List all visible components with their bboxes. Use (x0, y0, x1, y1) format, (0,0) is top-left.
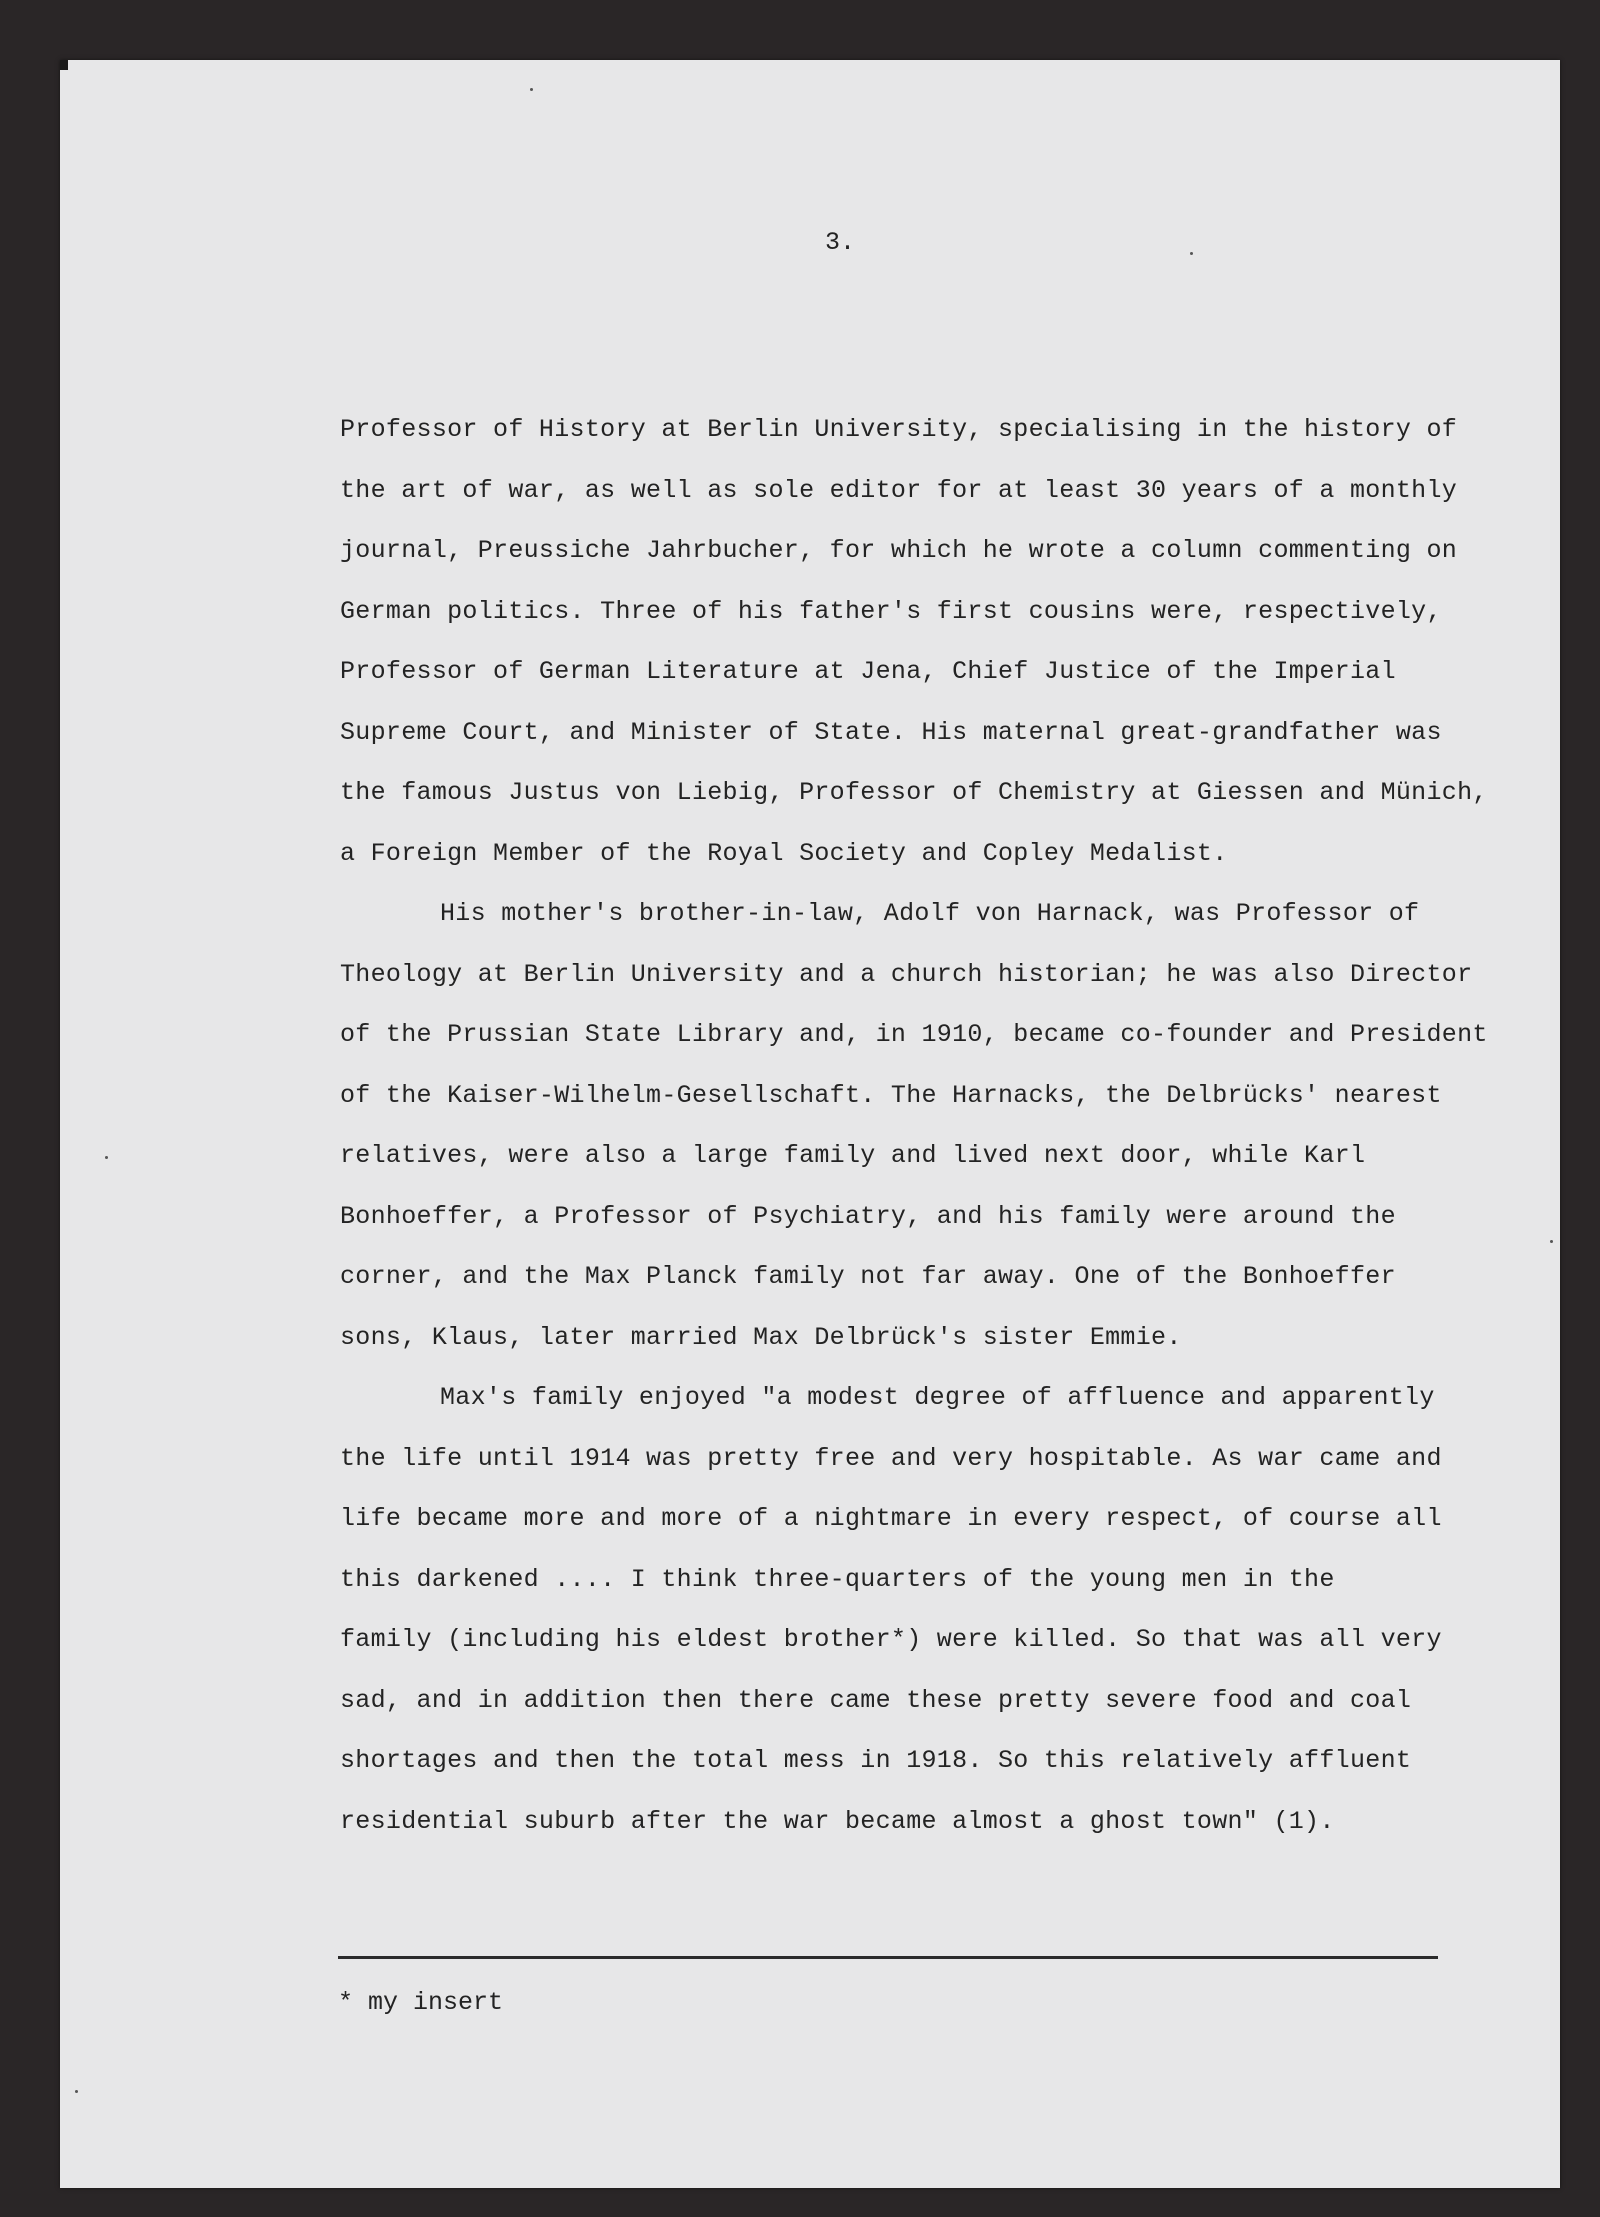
text-line: shortages and then the total mess in 1918. So this relatively affluent (340, 1746, 1412, 1775)
text-line: residential suburb after the war became almost a ghost town" (1). (340, 1806, 1335, 1836)
text-line: the famous Justus von Liebig, Professor of Chemistry at Giessen and Münich, (340, 778, 1488, 807)
text-line: of the Prussian State Library and, in 1910, became co-founder and President (340, 1020, 1488, 1049)
document-page (60, 60, 1560, 2188)
text-line: a Foreign Member of the Royal Society and Copley Medalist. (340, 838, 1228, 868)
text-line: sad, and in addition then there came these pretty severe food and coal (340, 1685, 1412, 1715)
text-line: relatives, were also a large family and lived next door, while Karl (340, 1141, 1366, 1170)
text-line: the life until 1914 was pretty free and very hospitable. As war came and (340, 1443, 1442, 1473)
text-line: Professor of History at Berlin University, specialising in the history of (340, 415, 1458, 444)
text-line: the art of war, as well as sole editor for at least 30 years of a monthly (340, 475, 1458, 505)
text-line: life became more and more of a nightmare in every respect, of course all (340, 1504, 1442, 1533)
paper-speck (1190, 252, 1193, 255)
text-line: sons, Klaus, later married Max Delbrück's sister Emmie. (340, 1322, 1182, 1352)
footnote-divider (338, 1956, 1438, 1959)
paper-speck (1550, 1240, 1553, 1243)
paragraph-start-line: Max's family enjoyed "a modest degree of affluence and apparently (440, 1383, 1435, 1412)
text-line: German politics. Three of his father's first cousins were, respectively, (340, 596, 1442, 626)
paper-speck (75, 2090, 78, 2093)
paper-speck (105, 1156, 108, 1159)
text-line: this darkened .... I think three-quarters of the young men in the (340, 1564, 1335, 1594)
body-text (340, 400, 1488, 1852)
text-line: corner, and the Max Planck family not far away. One of the Bonhoeffer (340, 1262, 1396, 1291)
text-line: Professor of German Literature at Jena, Chief Justice of the Imperial (340, 657, 1396, 686)
page-number: 3. (824, 228, 855, 257)
text-line: of the Kaiser-Wilhelm-Gesellschaft. The Harnacks, the Delbrücks' nearest (340, 1080, 1442, 1110)
corner-mark (60, 60, 68, 70)
footnote: * my insert (338, 1988, 504, 2017)
paragraph-start-line: His mother's brother-in-law, Adolf von Harnack, was Professor of (440, 899, 1420, 928)
paper-speck (530, 88, 533, 91)
text-line: family (including his eldest brother*) were killed. So that was all very (340, 1625, 1442, 1654)
text-line: Supreme Court, and Minister of State. His maternal great-grandfather was (340, 717, 1442, 747)
text-line: journal, Preussiche Jahrbucher, for which he wrote a column commenting on (340, 536, 1458, 565)
text-line: Theology at Berlin University and a church historian; he was also Director (340, 959, 1473, 989)
text-line: Bonhoeffer, a Professor of Psychiatry, and his family were around the (340, 1201, 1396, 1231)
